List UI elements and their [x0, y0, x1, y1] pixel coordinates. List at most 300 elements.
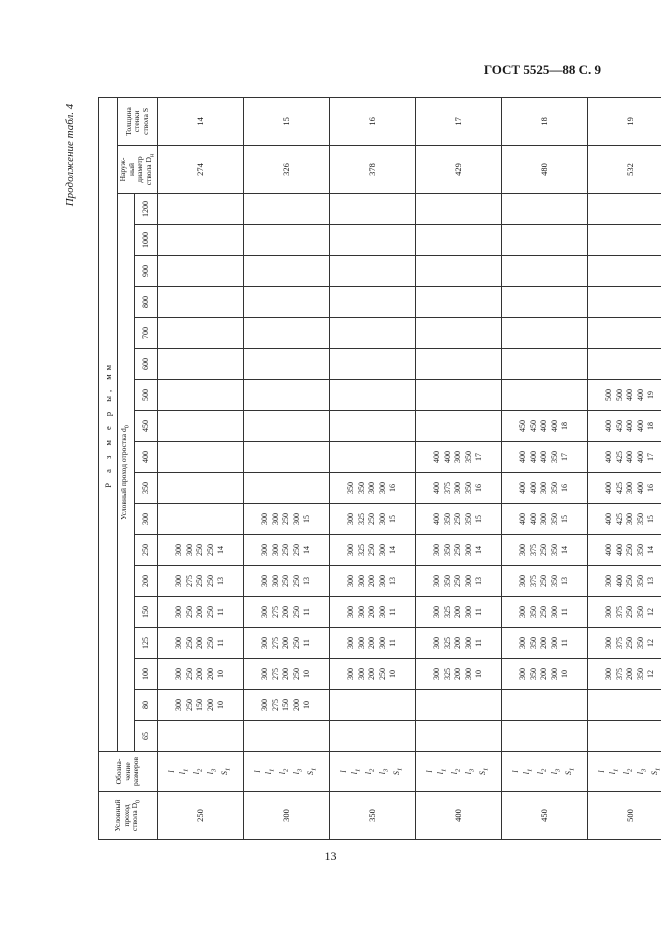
value-cell	[330, 721, 416, 752]
value-line: 350	[549, 575, 559, 587]
value-line: 250	[291, 637, 301, 649]
value-cell	[330, 287, 416, 318]
value-line: 250	[539, 606, 549, 618]
value-line: 200	[195, 668, 205, 680]
symbol-line: $l_2$	[363, 768, 376, 775]
value-line: 15	[302, 515, 312, 523]
value-line: 400	[625, 420, 635, 432]
value-line: 300	[377, 637, 387, 649]
value-line: 150	[195, 699, 205, 711]
value-line: 300	[377, 544, 387, 556]
value-line: 200	[453, 637, 463, 649]
value-line: 17	[474, 453, 484, 461]
value-cell	[416, 721, 502, 752]
value-cell	[588, 597, 661, 628]
value-line: 350	[635, 668, 645, 680]
value-cell	[244, 659, 330, 690]
value-line: 300	[260, 668, 270, 680]
branch-size-header: 450	[135, 411, 158, 442]
value-line: 400	[635, 482, 645, 494]
value-cell	[158, 380, 244, 411]
value-cell	[502, 318, 588, 349]
branch-size-header: 1000	[135, 225, 158, 256]
value-line: 400	[528, 513, 538, 525]
symbol-cell	[502, 752, 588, 792]
value-cell	[158, 690, 244, 721]
outer-diameter-cell: 326	[244, 146, 330, 194]
value-line: 250	[184, 668, 194, 680]
value-line: 13	[560, 577, 570, 585]
value-cell	[244, 442, 330, 473]
value-line: 300	[377, 513, 387, 525]
col-header-symbol: Обозна- чение размеров	[99, 752, 158, 792]
value-line: 14	[560, 546, 570, 554]
value-line: 250	[291, 575, 301, 587]
main-bore-cell: 500	[588, 792, 661, 840]
value-line: 200	[195, 637, 205, 649]
value-line: 300	[549, 668, 559, 680]
value-cell	[416, 504, 502, 535]
branch-size-header: 125	[135, 628, 158, 659]
value-line: 300	[518, 544, 528, 556]
symbol-line: $l_2$	[449, 768, 462, 775]
value-line: 200	[281, 668, 291, 680]
branch-size-header: 350	[135, 473, 158, 504]
value-cell	[330, 442, 416, 473]
value-cell	[330, 504, 416, 535]
value-line: 400	[604, 482, 614, 494]
value-line: 11	[388, 608, 398, 616]
value-cell	[588, 256, 661, 287]
value-line: 15	[646, 515, 656, 523]
value-line: 250	[539, 544, 549, 556]
value-cell	[244, 566, 330, 597]
continuation-label: Продолжение табл. 4	[64, 103, 76, 207]
value-line: 13	[216, 577, 226, 585]
symbol-line: $S_1$	[391, 767, 404, 776]
header-row-sizes	[135, 97, 158, 839]
value-line: 350	[528, 637, 538, 649]
value-line: 300	[518, 637, 528, 649]
value-cell	[502, 535, 588, 566]
value-line: 400	[604, 420, 614, 432]
value-line: 300	[518, 606, 528, 618]
value-line: 300	[432, 668, 442, 680]
value-cell	[416, 473, 502, 504]
value-cell	[416, 194, 502, 225]
table-row	[588, 97, 661, 839]
value-cell	[158, 566, 244, 597]
symbol-cell	[588, 752, 661, 792]
value-line: 450	[528, 420, 538, 432]
branch-size-header: 65	[135, 721, 158, 752]
value-line: 400	[528, 451, 538, 463]
symbol-line: $l_1$	[521, 768, 534, 775]
value-line: 200	[195, 606, 205, 618]
value-line: 300	[346, 513, 356, 525]
value-cell	[330, 566, 416, 597]
value-line: 300	[453, 482, 463, 494]
value-line: 325	[356, 513, 366, 525]
symbol-line: l	[253, 770, 263, 773]
table-row	[244, 97, 330, 839]
symbol-line: $l_3$	[549, 768, 562, 775]
value-line: 350	[549, 482, 559, 494]
value-cell	[588, 349, 661, 380]
value-cell	[588, 380, 661, 411]
value-line: 10	[474, 670, 484, 678]
value-line: 250	[195, 544, 205, 556]
page-number: 13	[324, 849, 337, 863]
value-cell	[588, 318, 661, 349]
value-line: 11	[302, 608, 312, 616]
symbol-line: $S_1$	[305, 767, 318, 776]
value-cell	[330, 256, 416, 287]
value-line: 11	[474, 608, 484, 616]
value-line: 400	[432, 451, 442, 463]
value-line: 200	[453, 668, 463, 680]
value-line: 18	[560, 422, 570, 430]
value-cell	[502, 411, 588, 442]
value-line: 300	[604, 668, 614, 680]
symbol-line: $S_1$	[649, 767, 661, 776]
main-bore-cell: 350	[330, 792, 416, 840]
value-line: 11	[302, 639, 312, 647]
value-line: 300	[432, 637, 442, 649]
value-cell	[158, 659, 244, 690]
value-cell	[330, 380, 416, 411]
value-cell	[502, 194, 588, 225]
value-line: 10	[302, 670, 312, 678]
value-line: 200	[205, 699, 215, 711]
value-cell	[588, 659, 661, 690]
value-line: 250	[184, 637, 194, 649]
branch-size-header: 100	[135, 659, 158, 690]
value-cell	[244, 225, 330, 256]
value-cell	[588, 194, 661, 225]
value-line: 250	[291, 606, 301, 618]
rotated-table-wrapper	[98, 90, 661, 840]
table-row	[158, 97, 244, 839]
value-line: 250	[195, 575, 205, 587]
outer-diameter-cell: 532	[588, 146, 661, 194]
value-cell	[330, 659, 416, 690]
value-cell	[588, 628, 661, 659]
value-line: 400	[635, 389, 645, 401]
value-line: 350	[549, 513, 559, 525]
value-cell	[416, 628, 502, 659]
value-line: 400	[614, 575, 624, 587]
value-line: 250	[291, 544, 301, 556]
value-line: 300	[260, 606, 270, 618]
value-line: 500	[614, 389, 624, 401]
value-line: 300	[346, 544, 356, 556]
symbol-line: $l_3$	[377, 768, 390, 775]
value-cell	[330, 194, 416, 225]
value-cell	[244, 504, 330, 535]
value-line: 350	[635, 513, 645, 525]
value-line: 250	[377, 668, 387, 680]
value-line: 375	[614, 668, 624, 680]
value-line: 350	[442, 513, 452, 525]
value-line: 300	[604, 606, 614, 618]
value-line: 300	[270, 544, 280, 556]
value-line: 200	[367, 575, 377, 587]
value-line: 400	[604, 451, 614, 463]
symbol-line: $S_1$	[477, 767, 490, 776]
value-line: 19	[646, 391, 656, 399]
col-header-outer-diameter: Наруж- ный диаметр ствола $D_н$	[118, 146, 158, 194]
value-cell	[330, 473, 416, 504]
value-cell	[502, 225, 588, 256]
value-line: 350	[528, 668, 538, 680]
value-line: 325	[442, 668, 452, 680]
value-line: 325	[356, 544, 366, 556]
value-line: 200	[367, 637, 377, 649]
value-cell	[330, 628, 416, 659]
value-line: 16	[646, 484, 656, 492]
value-cell	[502, 380, 588, 411]
value-line: 250	[184, 699, 194, 711]
value-line: 200	[539, 668, 549, 680]
value-line: 300	[174, 699, 184, 711]
symbol-cell	[330, 752, 416, 792]
value-cell	[416, 225, 502, 256]
value-cell	[158, 473, 244, 504]
value-line: 425	[614, 482, 624, 494]
value-line: 200	[453, 606, 463, 618]
value-line: 13	[646, 577, 656, 585]
value-line: 300	[463, 606, 473, 618]
col-header-main-bore: Условный проход ствола $D_0$	[99, 792, 158, 840]
wall-thickness-cell: 14	[158, 97, 244, 145]
value-cell	[588, 442, 661, 473]
branch-size-header: 900	[135, 256, 158, 287]
value-line: 250	[205, 637, 215, 649]
value-line: 250	[453, 575, 463, 587]
value-line: 250	[625, 606, 635, 618]
value-line: 300	[291, 513, 301, 525]
value-cell	[158, 721, 244, 752]
value-cell	[588, 411, 661, 442]
symbol-line: $S_1$	[563, 767, 576, 776]
value-line: 350	[635, 637, 645, 649]
value-line: 300	[377, 606, 387, 618]
value-cell	[502, 349, 588, 380]
branch-size-header: 600	[135, 349, 158, 380]
value-cell	[588, 690, 661, 721]
value-line: 200	[281, 606, 291, 618]
value-cell	[416, 349, 502, 380]
value-cell	[416, 411, 502, 442]
value-cell	[330, 690, 416, 721]
value-line: 400	[549, 420, 559, 432]
main-bore-cell: 400	[416, 792, 502, 840]
value-line: 250	[453, 513, 463, 525]
table-row	[330, 97, 416, 839]
value-cell	[244, 349, 330, 380]
wall-thickness-cell: 17	[416, 97, 502, 145]
symbol-line: l	[425, 770, 435, 773]
symbol-line: l	[511, 770, 521, 773]
value-line: 450	[518, 420, 528, 432]
value-line: 350	[346, 482, 356, 494]
value-line: 200	[291, 699, 301, 711]
value-line: 300	[174, 575, 184, 587]
value-cell	[330, 225, 416, 256]
value-cell	[244, 411, 330, 442]
value-cell	[158, 442, 244, 473]
symbol-line: l	[167, 770, 177, 773]
value-line: 10	[216, 670, 226, 678]
symbol-line: l	[339, 770, 349, 773]
value-cell	[416, 380, 502, 411]
value-line: 300	[270, 513, 280, 525]
symbol-cell	[158, 752, 244, 792]
value-line: 400	[635, 451, 645, 463]
value-line: 18	[646, 422, 656, 430]
value-cell	[158, 504, 244, 535]
value-line: 11	[474, 639, 484, 647]
symbol-line: $l_3$	[635, 768, 648, 775]
value-line: 350	[442, 544, 452, 556]
symbol-line: l	[597, 770, 607, 773]
table-row	[416, 97, 502, 839]
value-line: 400	[528, 482, 538, 494]
value-line: 350	[635, 544, 645, 556]
value-line: 300	[260, 575, 270, 587]
value-line: 10	[216, 701, 226, 709]
value-cell	[158, 287, 244, 318]
value-line: 11	[216, 639, 226, 647]
value-cell	[158, 628, 244, 659]
value-line: 350	[442, 575, 452, 587]
value-cell	[416, 287, 502, 318]
symbol-line: $l_3$	[205, 768, 218, 775]
value-line: 300	[463, 668, 473, 680]
value-line: 250	[625, 544, 635, 556]
value-line: 250	[625, 637, 635, 649]
header-row-sub	[118, 97, 135, 839]
value-line: 250	[281, 513, 291, 525]
value-line: 10	[388, 670, 398, 678]
value-cell	[416, 597, 502, 628]
dimensions-table	[98, 97, 661, 840]
value-line: 14	[388, 546, 398, 554]
value-line: 375	[528, 544, 538, 556]
branch-size-header: 250	[135, 535, 158, 566]
value-line: 16	[474, 484, 484, 492]
value-line: 300	[625, 513, 635, 525]
symbol-line: $l_1$	[263, 768, 276, 775]
value-line: 16	[388, 484, 398, 492]
branch-size-header: 300	[135, 504, 158, 535]
value-line: 13	[474, 577, 484, 585]
branch-size-header: 700	[135, 318, 158, 349]
value-line: 400	[625, 389, 635, 401]
value-line: 300	[260, 637, 270, 649]
value-cell	[244, 628, 330, 659]
value-line: 300	[174, 606, 184, 618]
value-line: 350	[635, 575, 645, 587]
value-line: 200	[205, 668, 215, 680]
value-cell	[416, 318, 502, 349]
value-line: 300	[518, 668, 528, 680]
value-line: 325	[442, 637, 452, 649]
value-line: 350	[463, 451, 473, 463]
value-line: 250	[205, 575, 215, 587]
value-cell	[158, 535, 244, 566]
value-cell	[330, 597, 416, 628]
value-cell	[244, 287, 330, 318]
value-line: 275	[270, 668, 280, 680]
value-line: 200	[539, 637, 549, 649]
value-line: 300	[463, 637, 473, 649]
value-line: 300	[346, 637, 356, 649]
value-line: 300	[432, 575, 442, 587]
value-line: 300	[453, 451, 463, 463]
value-line: 300	[518, 575, 528, 587]
value-line: 400	[604, 544, 614, 556]
value-line: 14	[474, 546, 484, 554]
value-line: 15	[560, 515, 570, 523]
value-cell	[588, 721, 661, 752]
branch-size-header: 400	[135, 442, 158, 473]
value-line: 400	[518, 482, 528, 494]
outer-diameter-cell: 274	[158, 146, 244, 194]
branch-size-header: 800	[135, 287, 158, 318]
value-cell	[158, 256, 244, 287]
value-line: 425	[614, 513, 624, 525]
value-line: 200	[367, 606, 377, 618]
value-cell	[244, 194, 330, 225]
value-cell	[416, 256, 502, 287]
value-line: 10	[302, 701, 312, 709]
value-line: 300	[346, 668, 356, 680]
value-cell	[588, 225, 661, 256]
value-line: 275	[270, 606, 280, 618]
value-cell	[502, 473, 588, 504]
value-cell	[502, 504, 588, 535]
value-cell	[158, 349, 244, 380]
value-line: 300	[604, 637, 614, 649]
value-line: 400	[539, 420, 549, 432]
symbol-cell	[244, 752, 330, 792]
value-cell	[416, 690, 502, 721]
value-line: 350	[549, 451, 559, 463]
value-line: 15	[388, 515, 398, 523]
value-cell	[588, 504, 661, 535]
value-line: 300	[549, 637, 559, 649]
value-line: 350	[463, 482, 473, 494]
group-title: Р а з м е р ы, мм	[99, 97, 118, 751]
symbol-line: $l_2$	[621, 768, 634, 775]
value-line: 12	[646, 608, 656, 616]
value-line: 450	[614, 420, 624, 432]
main-bore-cell: 300	[244, 792, 330, 840]
value-line: 300	[625, 482, 635, 494]
value-cell	[244, 721, 330, 752]
value-cell	[244, 256, 330, 287]
value-line: 400	[518, 513, 528, 525]
value-line: 500	[604, 389, 614, 401]
value-line: 375	[442, 482, 452, 494]
value-line: 250	[291, 668, 301, 680]
main-bore-cell: 250	[158, 792, 244, 840]
value-line: 14	[216, 546, 226, 554]
value-cell	[588, 473, 661, 504]
value-line: 13	[388, 577, 398, 585]
